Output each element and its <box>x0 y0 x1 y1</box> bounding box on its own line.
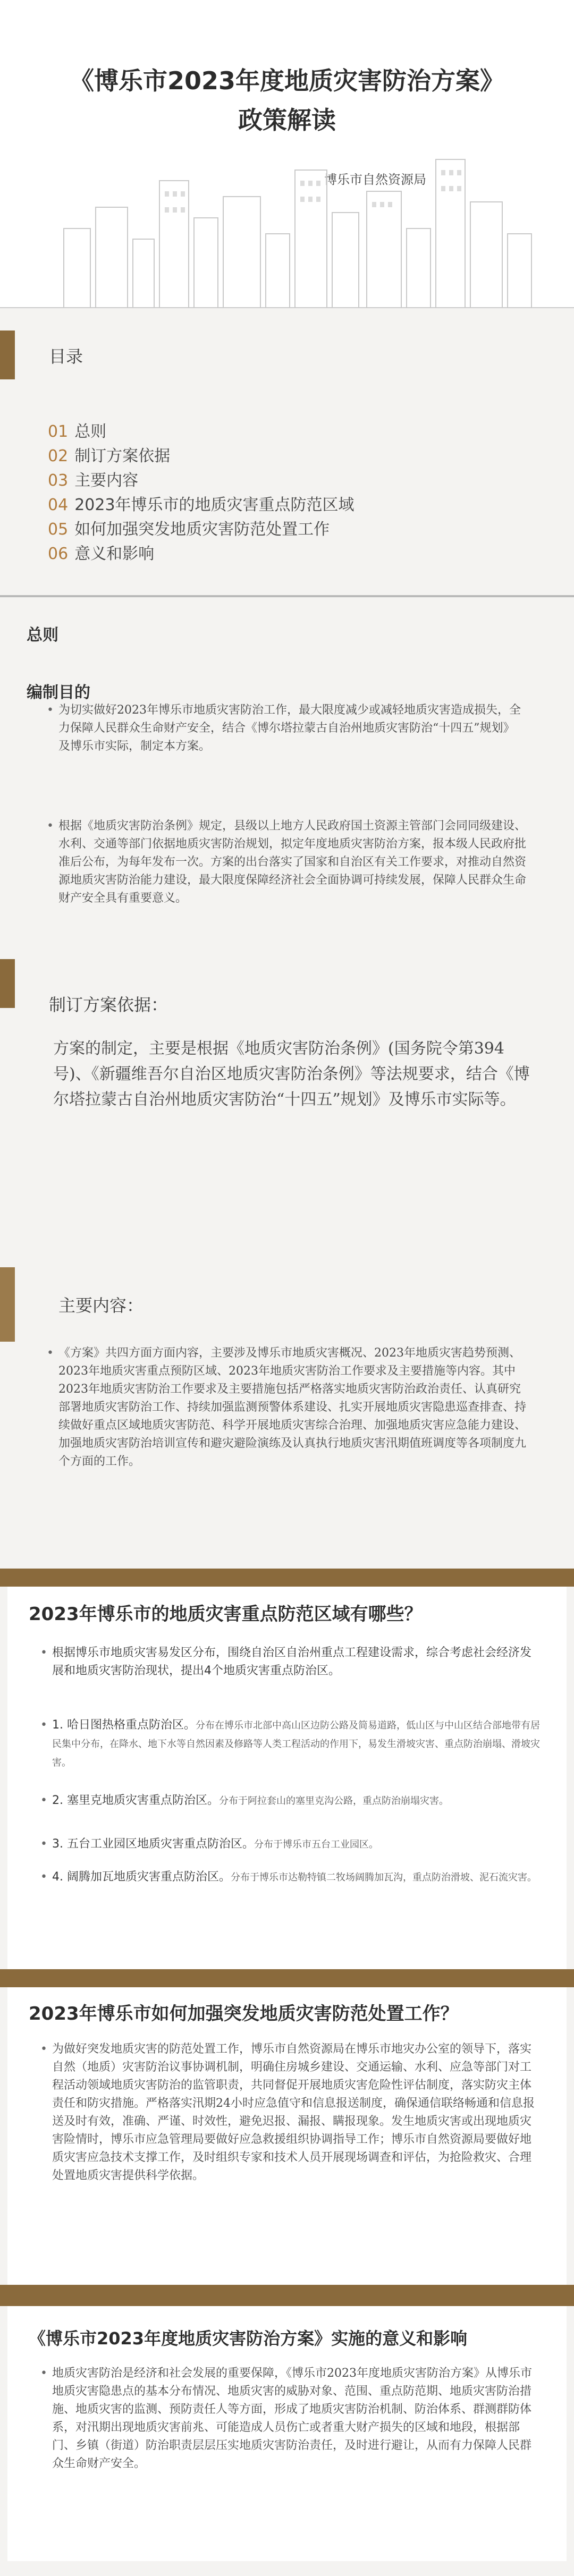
zones-title: 2023年博乐市的地质灾害重点防范区域有哪些？ <box>29 1604 423 1625</box>
general-paragraph-2: • 根据《地质灾害防治条例》规定，县级以上地方人民政府国土资源主管部门会同同级建设、水利、交通等部门依据地质灾害防治规划，拟定年度地质灾害防治方案，报本级人民政府批准后公布，为每年发布一次。方案的出台落实了国家和自治区有关工作要求，对推动自然资源地质灾害防治能力建设，最大限度保障经济社会全面协调可持续发展，保障人民群众生命财产安全具有重要意义。 <box>58 817 526 908</box>
toc-item[interactable]: 05 如何加强突发地质灾害防范处置工作 <box>48 520 330 539</box>
zone-item: • 3. 五台工业园区地质灾害重点防治区。分布于博乐市五台工业园区。 <box>52 1835 546 1854</box>
publisher-label: 博乐市自然资源局 <box>324 172 426 187</box>
toc-item[interactable]: 02 制订方案依据 <box>48 447 171 465</box>
section-accent-bar <box>0 1267 15 1342</box>
content-label: 主要内容： <box>58 1295 144 1316</box>
city-skyline-illustration <box>0 149 574 308</box>
basis-label: 制订方案依据： <box>49 995 168 1015</box>
response-paragraph: • 为做好突发地质灾害的防范处置工作，博乐市自然资源局在博乐市地灾办公室的领导下，落实自然（地质）灾害防治议事协调机制，明确住房城乡建设、交通运输、水利、应急等部门对工程活动领域地质灾害防治的监管职责，共同督促开展地质灾害危险性评估制度，落实防灾主体责任和防灾措施。严格落实汛期24小时应急值守和信息报送制度，确保通信联络畅通和信息报送及时有效，准确、严谨、时效性，避免迟报、漏报、瞒报现象。发生地质灾害或出现地质灾害险情时，博乐市应急管理局要做好应急救援组织协调指导工作；博乐市自然资源局要做好地质灾害应急技术支撑工作，及时组织专家和技术人员开展现场调查和评估，为抢险救灾、合理处置地质灾害提供科学依据。 <box>52 2040 541 2185</box>
content-paragraph: • 《方案》共四方面方面内容，主要涉及博乐市地质灾害概况、2023年地质灾害趋势预测、2023年地质灾害重点预防区域、2023年地质灾害防治工作要求及主要措施等内容。其中2023年地质灾害防治工作要求及主要措施包括严格落实地质灾害防治政治责任、认真研究部署地质灾害防治工作、持续加强监测预警体系建设、扎实开展地质灾害隐患巡查排查、持续做好重点区域地质灾害防范、科学开展地质灾害综合治理、加强地质灾害应急能力建设、加强地质灾害防治培训宣传和避灾避险演练及认真执行地质灾害汛期值班调度等各项制度九个方面的工作。 <box>58 1344 531 1471</box>
toc-item[interactable]: 04 2023年博乐市的地质灾害重点防范区域 <box>48 496 354 514</box>
significance-title: 《博乐市2023年度地质灾害防治方案》实施的意义和影响 <box>29 2328 468 2349</box>
response-card <box>7 1987 567 2285</box>
basis-paragraph: 方案的制定，主要是根据《地质灾害防治条例》(国务院令第394号)、《新疆维吾尔自治区地质灾害防治条例》等法规要求，结合《博尔塔拉蒙古自治州地质灾害防治“十四五”规划》及博乐市实际等。 <box>53 1039 530 1109</box>
hero-banner <box>0 0 574 308</box>
section-accent-bar <box>0 331 15 379</box>
general-paragraph-1: • 为切实做好2023年博乐市地质灾害防治工作，最大限度减少或减轻地质灾害造成损失，全力保障人民群众生命财产安全，结合《博尔塔拉蒙古自治州地质灾害防治“十四五”规划》及博乐市实际，制定本方案。 <box>58 701 526 756</box>
section-strip <box>0 1569 574 1587</box>
zone-item: • 4. 阔腾加瓦地质灾害重点防治区。分布于博乐市达勒特镇二牧场阔腾加瓦沟，重点防治滑坡、泥石流灾害。 <box>52 1868 546 1887</box>
zones-intro: • 根据博乐市地质灾害易发区分布，围绕自治区自治州重点工程建设需求，综合考虑社会经济发展和地质灾害防治现状，提出4个地质灾害重点防治区。 <box>52 1644 541 1680</box>
toc-item[interactable]: 03 主要内容 <box>48 471 139 490</box>
general-heading: 编制目的 <box>27 683 90 702</box>
section-divider <box>0 595 574 597</box>
zone-item: • 1. 哈日图热格重点防治区。分布在博乐市北部中高山区边防公路及简易道路，低山区与中山区结合部地带有居民集中分布，在降水、地下水等自然因素及修路等人类工程活动的作用下，易发生滑坡灾害、重点防治崩塌、滑坡灾害。 <box>52 1716 546 1772</box>
toc-label: 目录 <box>49 346 83 367</box>
general-label: 总则 <box>27 626 58 645</box>
section-strip <box>0 1969 574 1987</box>
page-subtitle: 政策解读 <box>238 106 336 134</box>
toc-item[interactable]: 06 意义和影响 <box>48 545 155 563</box>
toc-item[interactable]: 01 总则 <box>48 422 107 441</box>
zones-card <box>7 1587 567 1969</box>
significance-card <box>7 2306 567 2561</box>
response-title: 2023年博乐市如何加强突发地质灾害防范处置工作？ <box>29 2003 459 2024</box>
table-of-contents <box>48 420 354 566</box>
section-accent-bar <box>0 959 15 1008</box>
page-title: 《博乐市2023年度地质灾害防治方案》 <box>69 66 505 95</box>
section-strip <box>0 2285 574 2306</box>
significance-paragraph: • 地质灾害防治是经济和社会发展的重要保障，《博乐市2023年度地质灾害防治方案》从博乐市地质灾害隐患点的基本分布情况、地质灾害的威胁对象、范围、重点防范期、地质灾害防治措施、地质灾害的监测、预防责任人等方面，形成了地质灾害防治机制、防治体系、群测群防体系，对汛期出现地质灾害前兆、可能造成人员伤亡或者重大财产损失的区域和地段，根据部门、乡镇（街道）防治职责层层压实地质灾害防治责任，及时进行避让，从而有力保障人民群众生命财产安全。 <box>52 2365 541 2473</box>
zone-item: • 2. 塞里克地质灾害重点防治区。分布于阿拉套山的塞里克沟公路，重点防治崩塌灾害。 <box>52 1792 546 1810</box>
